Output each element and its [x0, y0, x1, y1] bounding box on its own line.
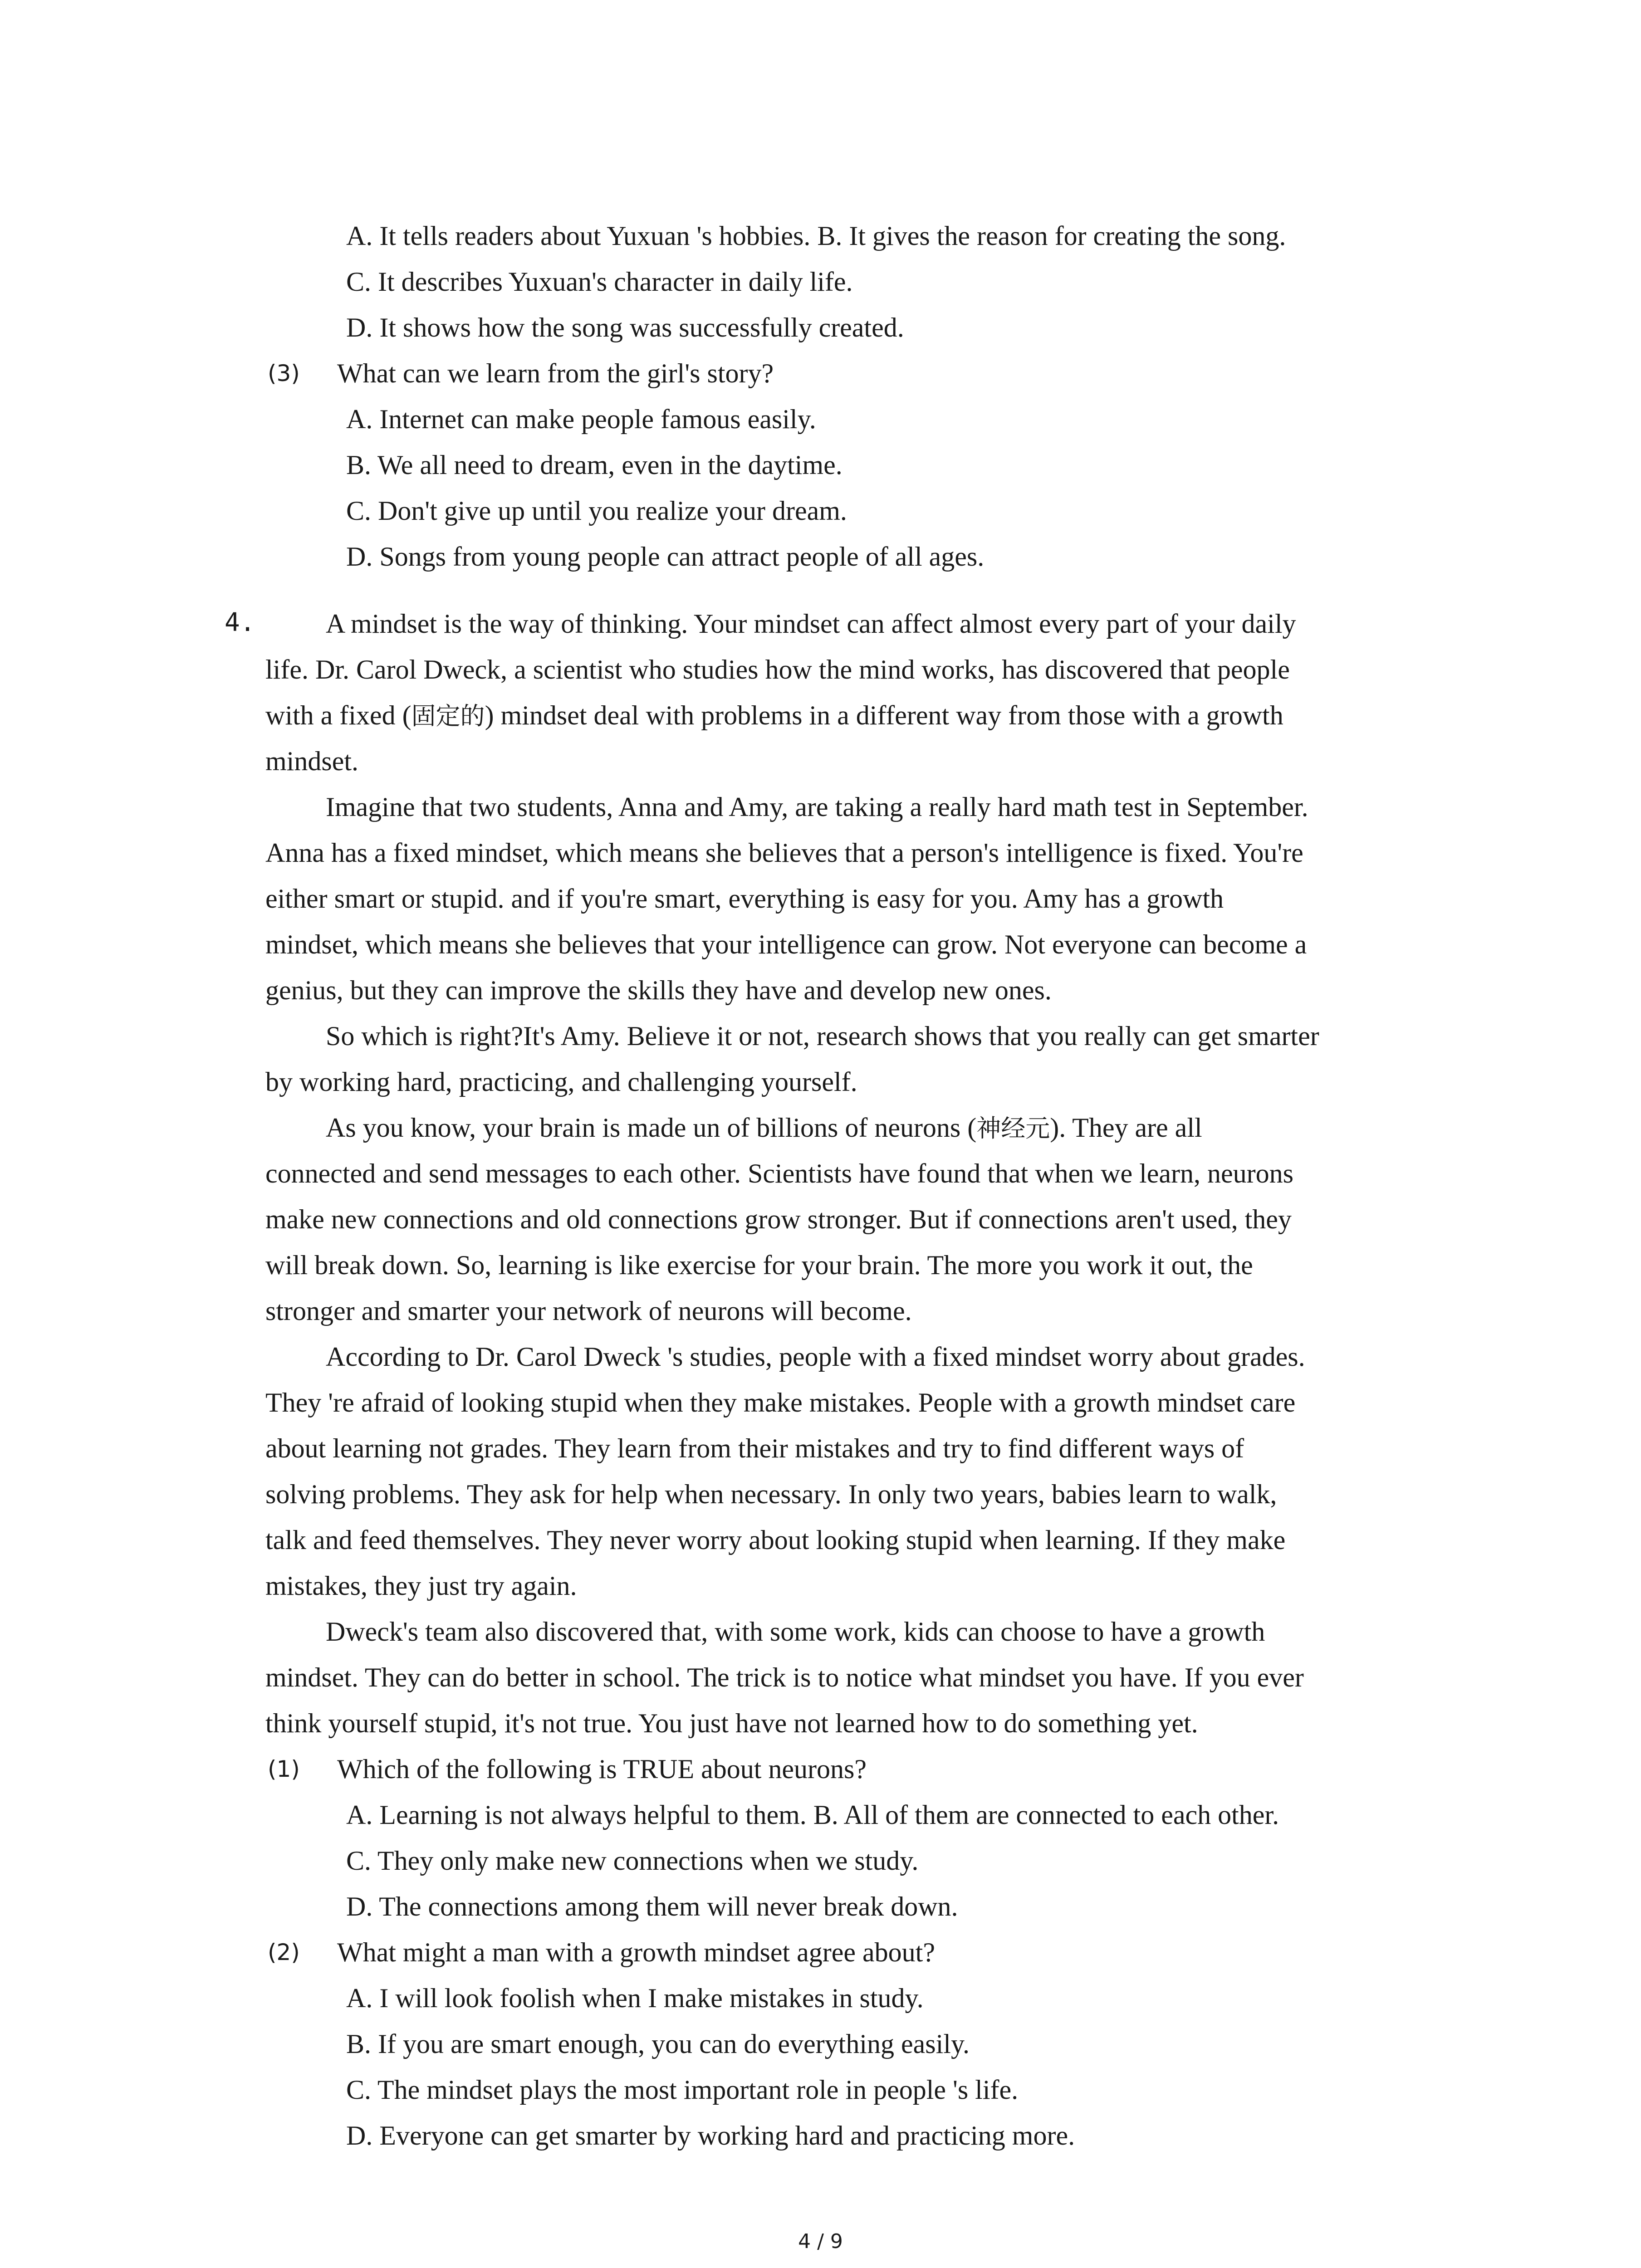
prev-q3-text: What can we learn from the girl's story? [337, 358, 774, 388]
p2-line-3: either smart or stupid. and if you're smart, everything is easy for you. Amy has a growth [265, 884, 1224, 914]
passage-number: 4. [225, 608, 255, 637]
prev-q2-option-d: D. It shows how the song was successfully created. [346, 313, 904, 342]
q2-text: What might a man with a growth mindset agree about? [337, 1937, 935, 1967]
p6-line-1: Dweck's team also discovered that, with some work, kids can choose to have a growth [326, 1617, 1265, 1647]
prev-q3-option-d: D. Songs from young people can attract people of all ages. [346, 542, 985, 572]
prev-q3-number: (3) [268, 360, 300, 386]
prev-q3-option-a: A. Internet can make people famous easily. [346, 404, 816, 434]
p4-line-5: stronger and smarter your network of neurons will become. [265, 1296, 912, 1326]
p6-line-3: think yourself stupid, it's not true. You just have not learned how to do something yet. [265, 1708, 1198, 1738]
p5-line-2: They 're afraid of looking stupid when they make mistakes. People with a growth mindset care [265, 1388, 1296, 1418]
p5-line-1: According to Dr. Carol Dweck 's studies, people with a fixed mindset worry about grades. [326, 1342, 1305, 1372]
q1-option-c: C. They only make new connections when we study. [346, 1846, 919, 1876]
q1-number: (1) [268, 1756, 300, 1782]
p5-line-4: solving problems. They ask for help when necessary. In only two years, babies learn to walk, [265, 1479, 1277, 1509]
q2-option-c: C. The mindset plays the most important role in people 's life. [346, 2075, 1019, 2105]
p4-line-1: As you know, your brain is made un of billions of neurons (神经元). They are all [326, 1113, 1202, 1143]
p6-line-2: mindset. They can do better in school. The trick is to notice what mindset you have. If you ever [265, 1662, 1304, 1692]
q1-text: Which of the following is TRUE about neurons? [337, 1754, 867, 1784]
p1-line-4: mindset. [265, 746, 358, 776]
p5-line-6: mistakes, they just try again. [265, 1571, 577, 1601]
p5-line-5: talk and feed themselves. They never worry about looking stupid when learning. If they make [265, 1525, 1286, 1555]
q1-option-ab: A. Learning is not always helpful to them. B. All of them are connected to each other. [346, 1800, 1279, 1830]
q2-option-a: A. I will look foolish when I make mistakes in study. [346, 1983, 924, 2013]
p4-line-2: connected and send messages to each other. Scientists have found that when we learn, neurons [265, 1158, 1293, 1188]
q2-number: (2) [268, 1939, 300, 1965]
q2-option-d: D. Everyone can get smarter by working hard and practicing more. [346, 2121, 1075, 2151]
p2-line-2: Anna has a fixed mindset, which means she believes that a person's intelligence is fixed. You're [265, 838, 1303, 868]
prev-q3-option-c: C. Don't give up until you realize your dream. [346, 496, 847, 526]
p1-line-3: with a fixed (固定的) mindset deal with problems in a different way from those with a growth [265, 700, 1283, 730]
prev-q2-option-ab: A. It tells readers about Yuxuan 's hobbies. B. It gives the reason for creating the song. [346, 221, 1286, 251]
p1-line-2: life. Dr. Carol Dweck, a scientist who studies how the mind works, has discovered that people [265, 655, 1290, 684]
chinese-gloss-fixed: 固定的 [411, 702, 485, 730]
page-number: 4 / 9 [798, 2230, 843, 2253]
p1-line-1: A mindset is the way of thinking. Your mindset can affect almost every part of your daily [326, 609, 1296, 639]
chinese-gloss-neurons: 神经元 [976, 1114, 1050, 1143]
p2-line-5: genius, but they can improve the skills they have and develop new ones. [265, 975, 1052, 1005]
p2-line-4: mindset, which means she believes that your intelligence can grow. Not everyone can become a [265, 929, 1307, 959]
prev-q2-option-c: C. It describes Yuxuan's character in daily life. [346, 267, 853, 297]
p4-line-4: will break down. So, learning is like exercise for your brain. The more you work it out, the [265, 1250, 1253, 1280]
q2-option-b: B. If you are smart enough, you can do everything easily. [346, 2029, 970, 2059]
q1-option-d: D. The connections among them will never break down. [346, 1892, 958, 1921]
p2-line-1: Imagine that two students, Anna and Amy, are taking a really hard math test in September. [326, 792, 1308, 822]
prev-q3-option-b: B. We all need to dream, even in the daytime. [346, 450, 843, 480]
p3-line-2: by working hard, practicing, and challenging yourself. [265, 1067, 857, 1097]
p4-line-3: make new connections and old connections grow stronger. But if connections aren't used, they [265, 1204, 1292, 1234]
p5-line-3: about learning not grades. They learn from their mistakes and try to find different ways of [265, 1433, 1244, 1463]
p3-line-1: So which is right?It's Amy. Believe it or not, research shows that you really can get smarter [326, 1021, 1319, 1051]
